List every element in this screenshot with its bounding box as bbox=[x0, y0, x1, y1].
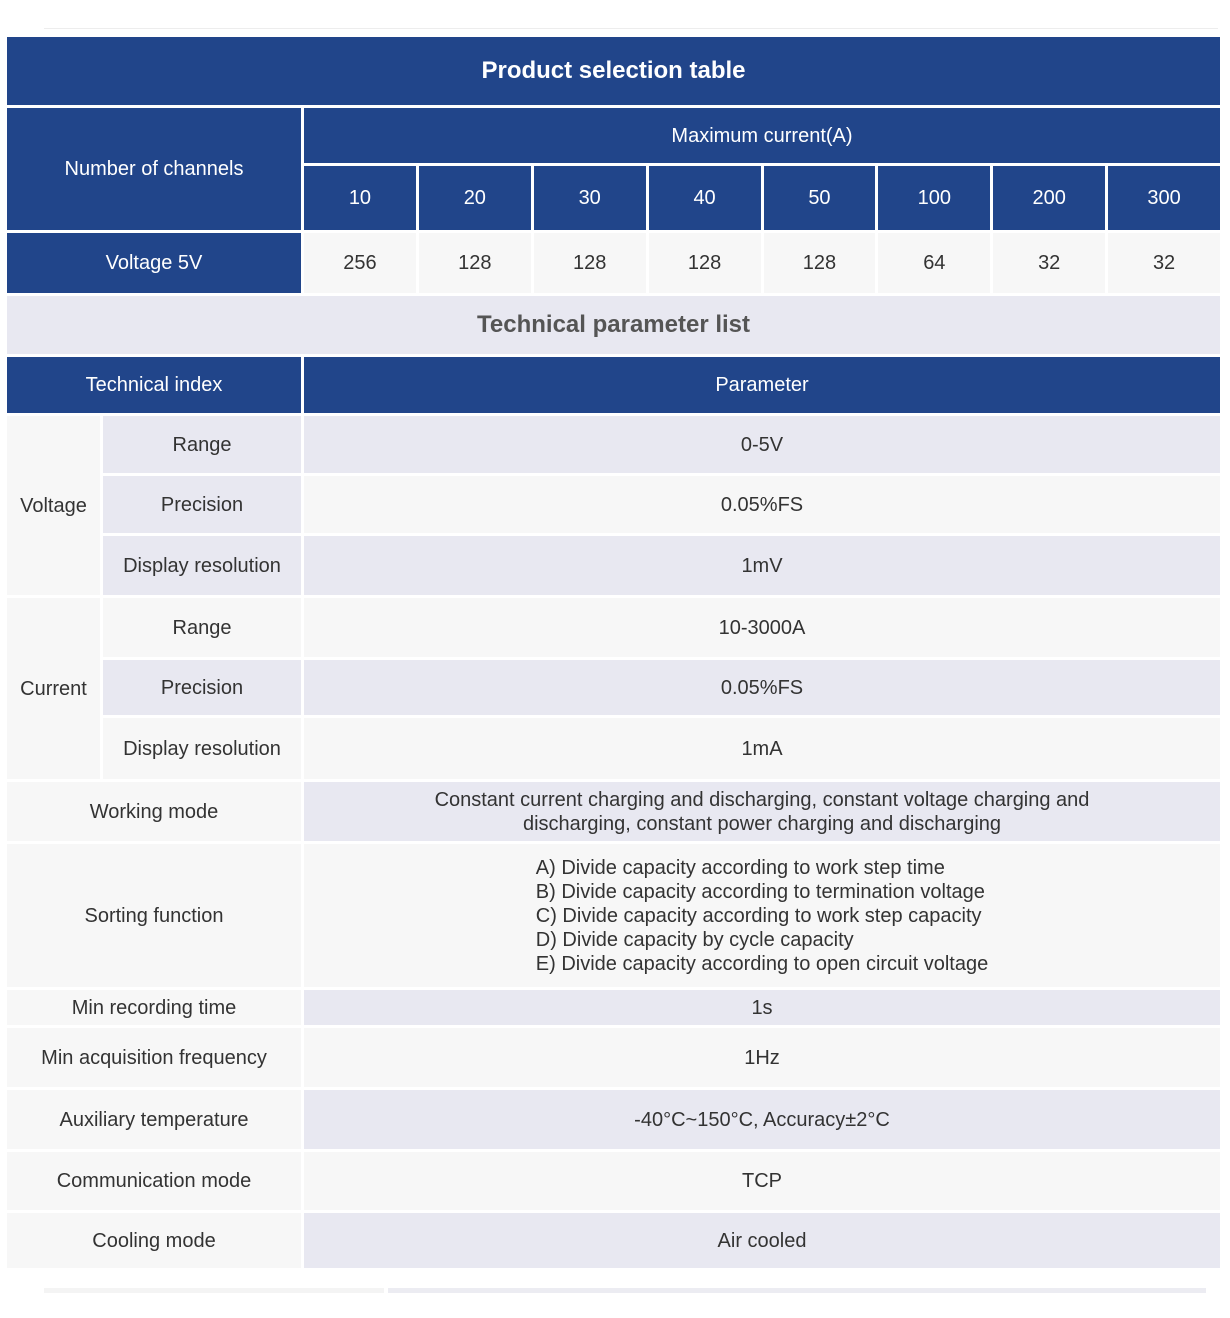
max-current-label: Maximum current(A) bbox=[304, 108, 1220, 163]
voltage-5v-label: Voltage 5V bbox=[7, 233, 301, 293]
sorting-item: B) Divide capacity according to termination voltage bbox=[535, 880, 985, 903]
cooling-mode-value: Air cooled bbox=[304, 1213, 1220, 1268]
communication-mode-label: Communication mode bbox=[7, 1152, 301, 1210]
voltage-range-label: Range bbox=[103, 416, 301, 473]
current-resolution-value: 1mA bbox=[304, 718, 1220, 779]
communication-mode-value: TCP bbox=[304, 1152, 1220, 1210]
sorting-item: D) Divide capacity by cycle capacity bbox=[535, 928, 854, 951]
sorting-item: C) Divide capacity according to work step capacity bbox=[535, 904, 982, 927]
current-header: 20 bbox=[419, 166, 531, 230]
channel-count-cell: 64 bbox=[878, 233, 990, 293]
voltage-group-label: Voltage bbox=[7, 416, 100, 595]
channel-count-cell: 128 bbox=[534, 233, 646, 293]
channels-label: Number of channels bbox=[7, 108, 301, 230]
current-range-label: Range bbox=[103, 598, 301, 657]
current-header: 30 bbox=[534, 166, 646, 230]
tech-title: Technical parameter list bbox=[7, 296, 1220, 354]
current-precision-label: Precision bbox=[103, 660, 301, 715]
current-header: 300 bbox=[1108, 166, 1220, 230]
min-acquisition-value: 1Hz bbox=[304, 1028, 1220, 1087]
working-mode-line: discharging, constant power charging and discharging bbox=[522, 812, 1002, 835]
sorting-list bbox=[536, 856, 988, 976]
current-header: 100 bbox=[878, 166, 990, 230]
min-recording-label: Min recording time bbox=[7, 990, 301, 1025]
sorting-item: A) Divide capacity according to work step time bbox=[535, 856, 945, 879]
current-header: 50 bbox=[764, 166, 876, 230]
current-range-value: 10-3000A bbox=[304, 598, 1220, 657]
current-resolution-label: Display resolution bbox=[103, 718, 301, 779]
parameter-header: Parameter bbox=[304, 357, 1220, 413]
channel-count-cell: 128 bbox=[649, 233, 761, 293]
sorting-item: E) Divide capacity according to open circuit voltage bbox=[535, 952, 989, 975]
working-mode-label: Working mode bbox=[7, 782, 301, 841]
current-precision-value: 0.05%FS bbox=[304, 660, 1220, 715]
current-group-label: Current bbox=[7, 598, 100, 779]
voltage-precision-value: 0.05%FS bbox=[304, 476, 1220, 533]
sorting-function-label: Sorting function bbox=[7, 844, 301, 987]
voltage-resolution-value: 1mV bbox=[304, 536, 1220, 595]
bottom-divider-right bbox=[388, 1288, 1206, 1293]
aux-temperature-value: -40°C~150°C, Accuracy±2°C bbox=[304, 1090, 1220, 1149]
spec-tables bbox=[7, 37, 1220, 1268]
voltage-resolution-label: Display resolution bbox=[103, 536, 301, 595]
working-mode-value bbox=[304, 782, 1220, 841]
current-header: 40 bbox=[649, 166, 761, 230]
channel-count-cell: 32 bbox=[993, 233, 1105, 293]
technical-index-header: Technical index bbox=[7, 357, 301, 413]
voltage-precision-label: Precision bbox=[103, 476, 301, 533]
min-recording-value: 1s bbox=[304, 990, 1220, 1025]
channel-count-cell: 128 bbox=[764, 233, 876, 293]
min-acquisition-label: Min acquisition frequency bbox=[7, 1028, 301, 1087]
aux-temperature-label: Auxiliary temperature bbox=[7, 1090, 301, 1149]
selection-title: Product selection table bbox=[7, 37, 1220, 105]
current-header: 10 bbox=[304, 166, 416, 230]
bottom-divider-left bbox=[44, 1288, 384, 1293]
current-header: 200 bbox=[993, 166, 1105, 230]
channel-count-cell: 128 bbox=[419, 233, 531, 293]
working-mode-line: Constant current charging and discharging, constant voltage charging and bbox=[434, 788, 1090, 811]
cooling-mode-label: Cooling mode bbox=[7, 1213, 301, 1268]
channel-count-cell: 256 bbox=[304, 233, 416, 293]
channel-count-cell: 32 bbox=[1108, 233, 1220, 293]
voltage-range-value: 0-5V bbox=[304, 416, 1220, 473]
top-divider bbox=[44, 28, 1218, 29]
sorting-function-value bbox=[304, 844, 1220, 987]
spec-table bbox=[4, 34, 1223, 1271]
